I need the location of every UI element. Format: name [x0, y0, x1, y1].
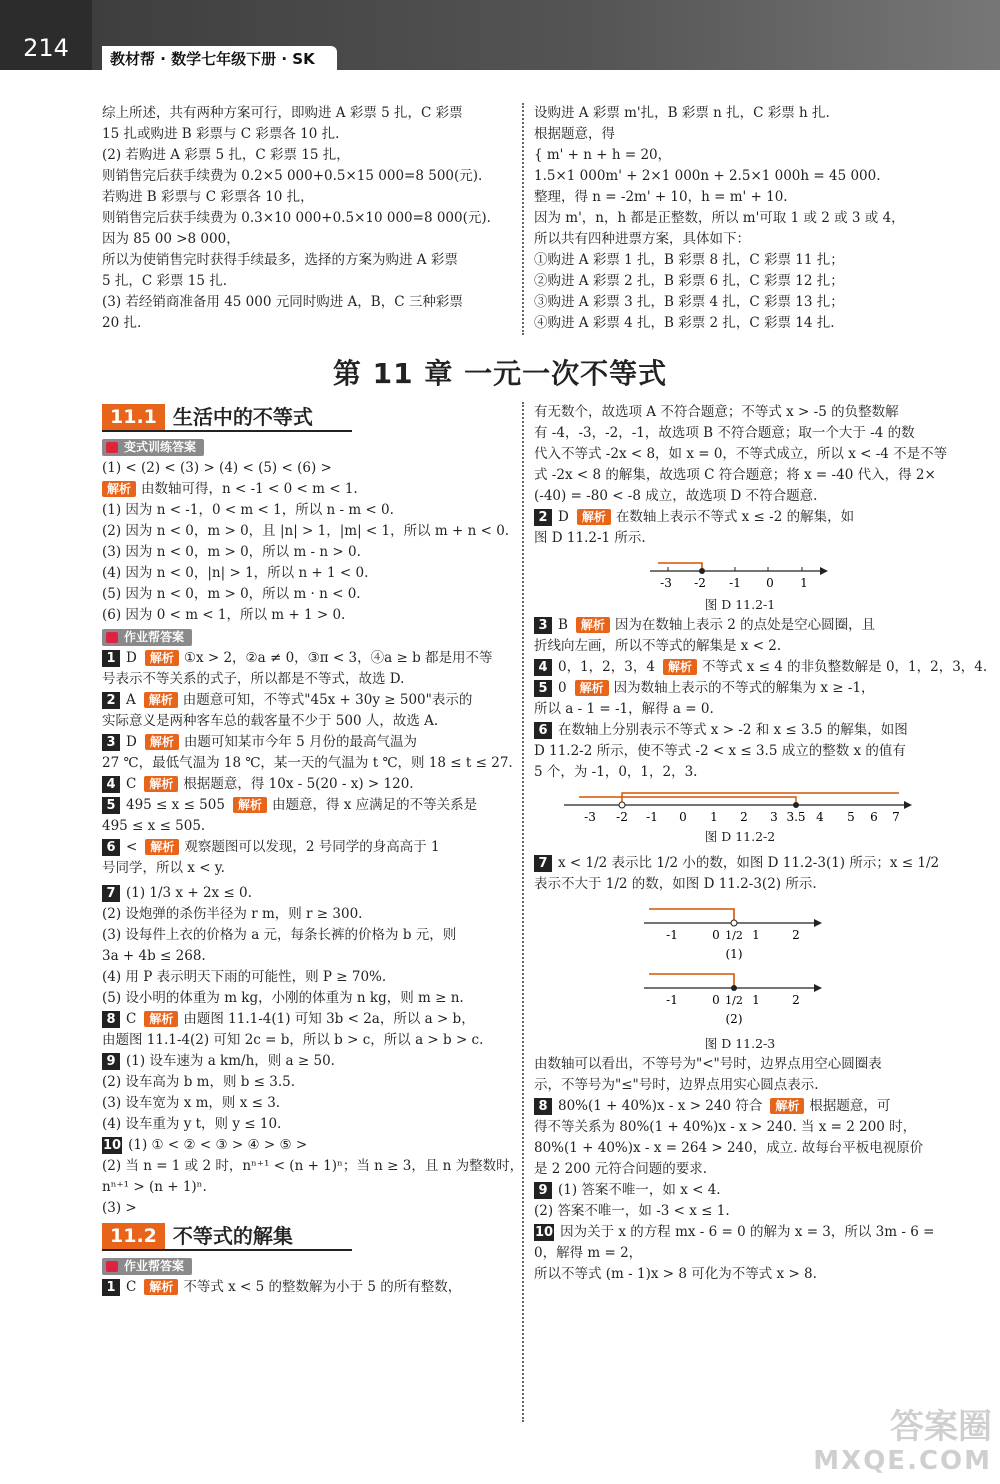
analysis-text: 不等式 x < 5 的整数解为小于 5 的所有整数， — [183, 1279, 462, 1295]
question-5 — [534, 678, 946, 699]
text-line: 有无数个，故选项 A 不符合题意；不等式 x > -5 的负整数解 — [534, 404, 899, 420]
question-number: 2 — [534, 509, 552, 526]
text-line: 号表示不等关系的式子，所以都是不等式，故选 D. — [102, 671, 405, 687]
figure-caption: 图 D 11.2-1 — [704, 597, 776, 612]
tick-label: -1 — [666, 928, 678, 942]
text-line: (2) 当 n = 1 或 2 时，nⁿ⁺¹ < (n + 1)ⁿ；当 n ≥ 3，且 n 为整数时， — [102, 1158, 524, 1174]
analysis-badge: 解析 — [233, 797, 267, 813]
text-line: 20 扎. — [102, 315, 142, 331]
text-line: (-40) = -80 < -8 成立，故选项 D 不符合题意. — [534, 488, 818, 504]
question-2 — [102, 690, 514, 711]
analysis-badge: 解析 — [576, 617, 610, 633]
text-line: (2) 设车高为 b m，则 b ≤ 3.5. — [102, 1074, 296, 1090]
analysis-badge: 解析 — [770, 1098, 804, 1114]
text-line: 根据题意，得 — [534, 126, 615, 142]
tick-label: 0 — [712, 993, 720, 1007]
text-line: (3) > — [102, 1200, 137, 1216]
text-line: ③购进 A 彩票 3 扎，B 彩票 4 扎，C 彩票 13 扎； — [534, 294, 844, 310]
figure-caption: 图 D 11.2-2 — [704, 829, 776, 844]
text-line: 80%(1 + 40%)x - x = 264 > 240，成立. 故每台平板电视原价 — [534, 1140, 924, 1156]
text-line: 所以为使销售完时获得手续最多，选择的方案为购进 A 彩票 — [102, 252, 458, 268]
text-line: 15 扎或购进 B 彩票与 C 彩票各 10 扎. — [102, 126, 340, 142]
analysis-text: 由题可知某市今年 5 月份的最高气温为 — [183, 734, 418, 750]
lower-right-column — [534, 402, 988, 1285]
text-line: (3) 因为 n < 0，m > 0，所以 m - n > 0. — [102, 544, 361, 560]
chapter-title: 第 11 章 一元一次不等式 — [332, 357, 668, 390]
answer: A — [126, 692, 136, 708]
text-line: (5) 因为 n < 0，m > 0，所以 m · n < 0. — [102, 586, 361, 602]
text-line: 5 扎，C 彩票 15 扎. — [102, 273, 228, 289]
question-8 — [102, 1009, 514, 1030]
tick-label: 2 — [792, 928, 800, 942]
text-line: 代入不等式 -2x < 8，如 x = 0，不等式成立，所以 x < -4 不是不等 — [534, 446, 948, 462]
analysis-text: 不等式 x ≤ 4 的非负整数解是 0，1，2，3，4. — [701, 659, 988, 675]
question-10 — [102, 1135, 514, 1156]
tick-label: -3 — [584, 810, 596, 824]
text-line: 得不等关系为 80%(1 + 40%)x - x > 240. 当 x = 2 200 时， — [534, 1119, 917, 1135]
text-line: { m' + n + h = 20， — [534, 147, 672, 163]
question-2 — [534, 507, 946, 528]
text-line: (1) 因为 n < -1，0 < m < 1，所以 n - m < 0. — [102, 502, 394, 518]
analysis-badge: 解析 — [145, 839, 179, 855]
analysis-badge: 解析 — [102, 481, 136, 497]
text-line: 设购进 A 彩票 m'扎，B 彩票 n 扎，C 彩票 h 扎. — [534, 105, 830, 121]
answer: D — [126, 650, 137, 666]
question-number: 2 — [102, 692, 120, 709]
tick-label: 0 — [766, 576, 774, 590]
answer: < — [126, 839, 138, 855]
tick-label: -1 — [729, 576, 741, 590]
analysis-text: 根据题意，可 — [809, 1098, 891, 1114]
tick-label: 7 — [892, 810, 900, 824]
text-line: 折线向左画，所以不等式的解集是 x < 2. — [534, 638, 782, 654]
text-line: 式 -2x < 8 的解集，故选项 C 符合题意；将 x = -40 代入，得 2× — [534, 467, 936, 483]
section-heading-11-2 — [102, 1223, 352, 1251]
text-line: 1.5×1 000m' + 2×1 000n + 2.5×1 000h = 45 000. — [534, 168, 881, 184]
watermark-url: MXQE.COM — [813, 1446, 992, 1476]
question-number: 9 — [534, 1182, 552, 1199]
text-line: 3a + 4b ≤ 268. — [102, 948, 206, 964]
answer: C — [126, 776, 137, 792]
analysis-text: 因为关于 x 的方程 mx - 6 = 0 的解为 x = 3，所以 3m - 6 = — [560, 1224, 935, 1240]
text-line: 0，解得 m = 2， — [534, 1245, 643, 1261]
number-line-figure-1 — [534, 549, 946, 591]
text-line: 因为 m'，n，h 都是正整数，所以 m'可取 1 或 2 或 3 或 4， — [534, 210, 905, 226]
column-divider — [522, 103, 524, 335]
question-3 — [102, 732, 514, 753]
answer: D — [558, 509, 569, 525]
watermark-logo-text: 答案圈 — [890, 1407, 992, 1447]
question-number: 6 — [534, 722, 552, 739]
text-line: 5 个，为 -1，0，1，2，3. — [534, 764, 698, 780]
question-6 — [534, 720, 946, 741]
analysis-text: 在数轴上分别表示不等式 x > -2 和 x ≤ 3.5 的解集，如图 — [558, 722, 908, 738]
section-name: 生活中的不等式 — [172, 405, 313, 429]
page-header — [0, 0, 1000, 70]
analysis-badge: 解析 — [145, 734, 179, 750]
question-10 — [534, 1222, 946, 1243]
text-line: 号同学，所以 x < y. — [102, 860, 225, 876]
question-number: 3 — [534, 617, 552, 634]
question-7 — [534, 853, 946, 874]
question-number: 6 — [102, 839, 120, 856]
top-right-column — [534, 103, 946, 334]
answer-line: (1) < (2) < (3) > (4) < (5) < (6) > — [102, 460, 332, 476]
analysis-badge: 解析 — [144, 692, 178, 708]
text-line: (2) 设炮弹的杀伤半径为 r m，则 r ≥ 300. — [102, 906, 363, 922]
text-line: 由数轴可以看出，不等号为"<"号时，边界点用空心圆圈表 — [534, 1056, 882, 1072]
tick-label: 3 — [770, 810, 778, 824]
answer: 0，1，2，3，4 — [558, 659, 655, 675]
top-left-column — [102, 103, 514, 334]
question-9 — [102, 1051, 514, 1072]
subfigure-label: (1) — [725, 947, 743, 961]
text-line: 所以不等式 (m - 1)x > 8 可化为不等式 x > 8. — [534, 1266, 817, 1282]
text-line: (5) 设小明的体重为 m kg，小刚的体重为 n kg，则 m ≥ n. — [102, 990, 464, 1006]
question-number: 5 — [102, 797, 120, 814]
question-6 — [102, 837, 514, 858]
number-line-figure-3b — [534, 968, 946, 1026]
answer: (1) 1/3 x + 2x ≤ 0. — [126, 885, 252, 901]
answer: (1) 答案不唯一，如 x < 4. — [558, 1182, 721, 1198]
text-line: (3) 若经销商准备用 45 000 元同时购进 A，B，C 三种彩票 — [102, 294, 463, 310]
question-number: 10 — [535, 1225, 554, 1240]
analysis-badge: 解析 — [575, 680, 609, 696]
answer: D — [126, 734, 137, 750]
text-line: (4) 因为 n < 0，|n| > 1，所以 n + 1 < 0. — [102, 565, 369, 581]
tick-label: -2 — [616, 810, 628, 824]
section-number: 11.1 — [102, 404, 165, 430]
analysis-text: 因为数轴上表示的不等式的解集为 x ≥ -1， — [613, 680, 875, 696]
analysis-text: x < 1/2 表示比 1/2 小的数，如图 D 11.2-3(1) 所示；x ≤ 1/2 — [558, 855, 940, 871]
tick-label: -1 — [666, 993, 678, 1007]
tick-label: 4 — [816, 810, 824, 824]
text-line: (2) 答案不唯一，如 -3 < x ≤ 1. — [534, 1203, 730, 1219]
page-number: 214 — [0, 0, 92, 70]
analysis-badge: 解析 — [144, 1279, 178, 1295]
question-1 — [102, 1277, 514, 1298]
question-number: 4 — [534, 659, 552, 676]
text-line: (4) 设车重为 y t，则 y ≤ 10. — [102, 1116, 282, 1132]
question-4 — [534, 657, 988, 678]
watermark — [813, 1407, 992, 1478]
tick-label: 0 — [712, 928, 720, 942]
question-7 — [102, 883, 514, 904]
analysis-text: 观察题图可以发现，2 号同学的身高高于 1 — [184, 839, 440, 855]
question-9 — [534, 1180, 946, 1201]
answer: 495 ≤ x ≤ 505 — [126, 797, 225, 813]
question-number: 8 — [102, 1011, 120, 1028]
question-8 — [534, 1096, 946, 1117]
tick-label: 2 — [792, 993, 800, 1007]
answer: 0 — [558, 680, 567, 696]
homework-tag: 作业帮答案 — [102, 1258, 192, 1275]
text-line: (3) 设每件上衣的价格为 a 元，每条长裤的价格为 b 元，则 — [102, 927, 457, 943]
question-4 — [102, 774, 514, 795]
question-number: 8 — [534, 1098, 552, 1115]
question-number: 1 — [102, 650, 120, 667]
question-number: 1 — [102, 1279, 120, 1296]
text-line: 495 ≤ x ≤ 505. — [102, 818, 206, 834]
answer: C — [126, 1011, 137, 1027]
book-title: 教材帮 · 数学七年级下册 · SK — [102, 46, 337, 70]
tick-label: 0 — [679, 810, 687, 824]
analysis-badge: 解析 — [145, 650, 179, 666]
number-line-figure-3a — [534, 903, 946, 961]
section-number: 11.2 — [102, 1223, 165, 1249]
text-line: ④购进 A 彩票 4 扎，B 彩票 2 扎，C 彩票 14 扎. — [534, 315, 835, 331]
text-line: 示，不等号为"≤"号时，边界点用实心圆点表示. — [534, 1077, 819, 1093]
answer: (1) ① < ② < ③ > ④ > ⑤ > — [128, 1137, 308, 1153]
question-number: 7 — [102, 885, 120, 902]
text-line: 综上所述，共有两种方案可行，即购进 A 彩票 5 扎，C 彩票 — [102, 105, 463, 121]
tick-label: 1 — [800, 576, 808, 590]
answer: (1) 设车速为 a km/h，则 a ≥ 50. — [126, 1053, 335, 1069]
homework-tag: 作业帮答案 — [102, 629, 192, 646]
tick-label: -1 — [646, 810, 658, 824]
lower-left-column — [102, 402, 524, 1298]
analysis-text: ①x > 2，②a ≠ 0，③π < 3，④a ≥ b 都是用不等 — [183, 650, 493, 666]
text-line: (4) 用 P 表示明天下雨的可能性，则 P ≥ 70%. — [102, 969, 387, 985]
tick-label: 5 — [847, 810, 855, 824]
tick-label: 2 — [740, 810, 748, 824]
tick-label: 1 — [752, 993, 760, 1007]
text-line: (2) 因为 n < 0，m > 0，且 |n| > 1，|m| < 1，所以 m + n < 0. — [102, 523, 510, 539]
question-number: 4 — [102, 776, 120, 793]
text-line: 有 -4，-3，-2，-1，故选项 B 不符合题意；取一个大于 -4 的数 — [534, 425, 915, 441]
tick-label: 3.5 — [786, 810, 806, 824]
analysis-text: 由题意可知，不等式"45x + 30y ≥ 500"表示的 — [182, 692, 473, 708]
tick-label-half: 1/2 — [725, 929, 743, 942]
answer: C — [126, 1279, 137, 1295]
tick-label: -2 — [694, 576, 706, 590]
section-heading-11-1 — [102, 404, 352, 432]
answer: B — [558, 617, 568, 633]
text-line: nⁿ⁺¹ > (n + 1)ⁿ. — [102, 1179, 207, 1195]
variant-training-tag: 变式训练答案 — [102, 439, 204, 456]
subfigure-label: (2) — [725, 1012, 743, 1026]
text-line: 则销售完后获手续费为 0.2×5 000+0.5×15 000=8 500(元). — [102, 168, 483, 184]
text-line: ①购进 A 彩票 1 扎，B 彩票 8 扎，C 彩票 11 扎； — [534, 252, 844, 268]
tick-label: 1 — [752, 928, 760, 942]
text-line: 所以共有四种进票方案，具体如下： — [534, 231, 750, 247]
number-line-figure-2 — [534, 783, 946, 825]
question-number: 3 — [102, 734, 120, 751]
analysis-text: 因为在数轴上表示 2 的点处是空心圆圈，且 — [614, 617, 876, 633]
question-number: 10 — [103, 1138, 122, 1153]
answer-line — [102, 479, 514, 500]
text-line: 由题图 11.1-4(2) 可知 2c = b，所以 b > c，所以 a > b > c. — [102, 1032, 484, 1048]
question-number: 9 — [102, 1053, 120, 1070]
text-line: ②购进 A 彩票 2 扎，B 彩票 6 扎，C 彩票 12 扎； — [534, 273, 844, 289]
tick-label: -3 — [660, 576, 672, 590]
text-line: 整理，得 n = -2m' + 10，h = m' + 10. — [534, 189, 788, 205]
question-number: 5 — [534, 680, 552, 697]
analysis-text: 由数轴可得，n < -1 < 0 < m < 1. — [141, 481, 358, 497]
analysis-badge: 解析 — [144, 776, 178, 792]
text-line: (6) 因为 0 < m < 1，所以 m + 1 > 0. — [102, 607, 346, 623]
analysis-badge: 解析 — [663, 659, 697, 675]
text-line: 所以 a - 1 = -1，解得 a = 0. — [534, 701, 714, 717]
analysis-text: 由题图 11.1-4(1) 可知 3b < 2a，所以 a > b， — [183, 1011, 475, 1027]
analysis-text: 根据题意，得 10x - 5(20 - x) > 120. — [183, 776, 414, 792]
tick-label: 1 — [710, 810, 718, 824]
text-line: (2) 若购进 A 彩票 5 扎，C 彩票 15 扎， — [102, 147, 350, 163]
text-line: 图 D 11.2-1 所示. — [534, 530, 646, 546]
column-divider — [522, 402, 524, 1422]
text-line: 表示不大于 1/2 的数，如图 D 11.2-3(2) 所示. — [534, 876, 817, 892]
text-line: 实际意义是两种客车总的载客量不少于 500 人，故选 A. — [102, 713, 439, 729]
text-line: 因为 85 00 >8 000， — [102, 231, 240, 247]
analysis-badge: 解析 — [577, 509, 611, 525]
analysis-text: 在数轴上表示不等式 x ≤ -2 的解集，如 — [615, 509, 855, 525]
figure-caption: 图 D 11.2-3 — [704, 1036, 776, 1051]
text-line: 27 ℃，最低气温为 18 ℃，某一天的气温为 t ℃，则 18 ≤ t ≤ 27. — [102, 755, 513, 771]
question-number: 7 — [534, 855, 552, 872]
text-line: 若购进 B 彩票与 C 彩票各 10 扎， — [102, 189, 314, 205]
text-line: (3) 设车宽为 x m，则 x ≤ 3. — [102, 1095, 281, 1111]
text-line: D 11.2-2 所示，使不等式 -2 < x ≤ 3.5 成立的整数 x 的值有 — [534, 743, 906, 759]
tick-label-half: 1/2 — [725, 994, 743, 1007]
question-1 — [102, 648, 514, 669]
answer: 80%(1 + 40%)x - x > 240 符合 — [558, 1098, 763, 1114]
question-3 — [534, 615, 946, 636]
analysis-badge: 解析 — [144, 1011, 178, 1027]
text-line: 是 2 200 元符合问题的要求. — [534, 1161, 708, 1177]
section-name: 不等式的解集 — [172, 1224, 293, 1248]
text-line: 则销售完后获手续费为 0.3×10 000+0.5×10 000=8 000(元). — [102, 210, 491, 226]
analysis-text: 由题意，得 x 应满足的不等关系是 — [271, 797, 478, 813]
tick-label: 6 — [870, 810, 878, 824]
question-5 — [102, 795, 514, 816]
